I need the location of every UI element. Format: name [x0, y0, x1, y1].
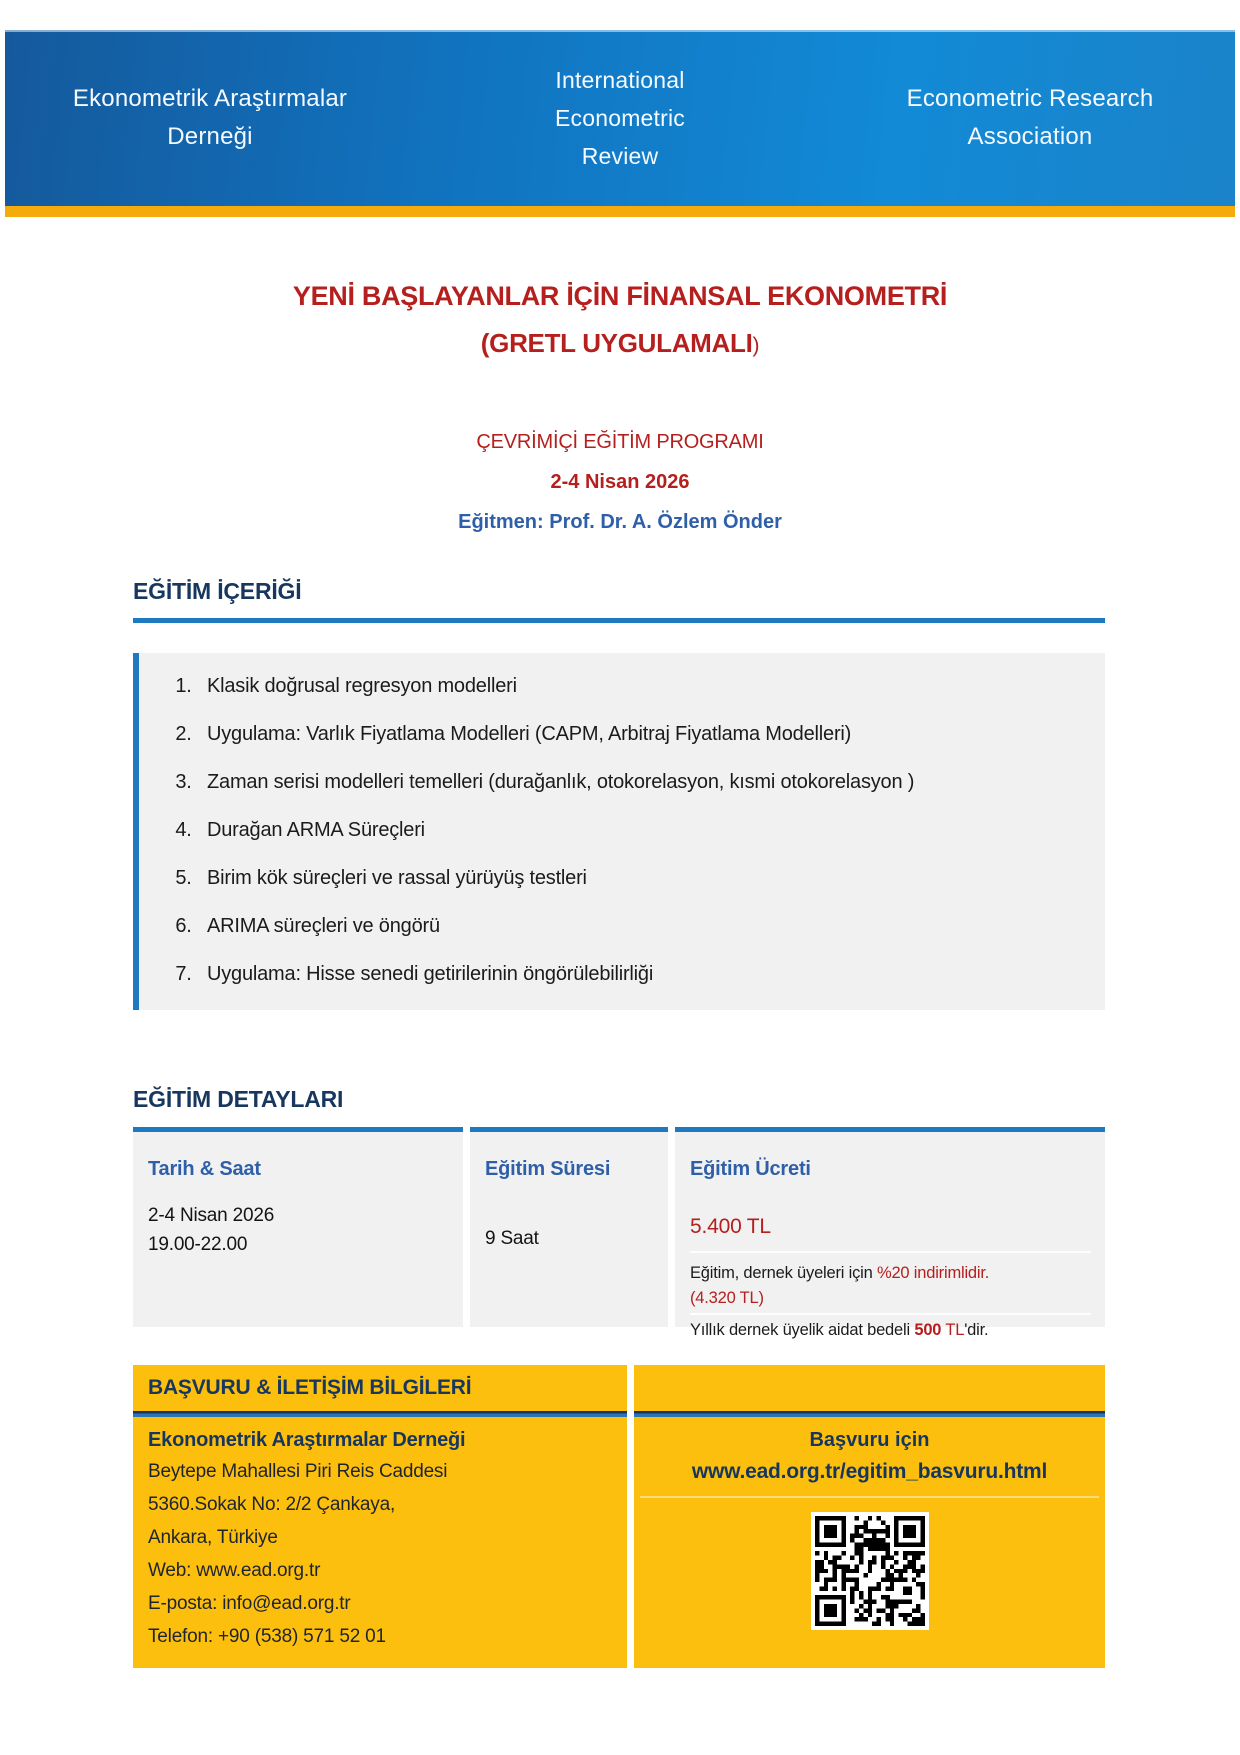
- application-panel: [634, 1417, 1105, 1668]
- col-header-duration: Eğitim Süresi: [485, 1158, 611, 1180]
- contact-address-line1: Beytepe Mahallesi Piri Reis Caddesi: [148, 1461, 448, 1482]
- col-header-date: Tarih & Saat: [148, 1158, 261, 1180]
- instructor-line: Eğitmen: Prof. Dr. A. Özlem Önder: [458, 511, 782, 533]
- qr-code-frame: [811, 1512, 929, 1630]
- list-item: 5. Birim kök süreçleri ve rassal yürüyüş testleri: [197, 867, 1089, 890]
- course-subtitle-main: (GRETL UYGULAMALI: [480, 328, 753, 358]
- price-notes: [690, 1251, 1091, 1343]
- course-subtitle: [0, 328, 1240, 359]
- org-center-line2: Econometric: [554, 105, 686, 131]
- list-item: 3. Zaman serisi modelleri temelleri (durağanlık, otokorelasyon, kısmi otokorelasyon ): [197, 771, 1089, 794]
- list-item: 1. Klasik doğrusal regresyon modelleri: [197, 675, 1089, 698]
- list-item: 7. Uygulama: Hisse senedi getirilerinin öngörülebilirliği: [197, 963, 1089, 986]
- intro-section: [0, 281, 1240, 534]
- apply-divider: [640, 1496, 1099, 1498]
- date-value: [148, 1201, 449, 1259]
- contact-email-link[interactable]: E-posta: info@ead.org.tr: [148, 1593, 351, 1614]
- contact-section: [133, 1365, 1105, 1668]
- list-item: 6. ARIMA süreçleri ve öngörü: [197, 915, 1089, 938]
- membership-fee-note: [690, 1313, 1091, 1343]
- contact-info: [133, 1417, 627, 1668]
- org-center-line1: International: [555, 67, 685, 93]
- date-value-line2: 19.00-22.00: [148, 1234, 248, 1255]
- discounted-price: (4.320 TL): [690, 1289, 764, 1307]
- topics-rule: [133, 618, 1105, 623]
- details-col-date: [133, 1127, 463, 1327]
- membership-note-black: Yıllık dernek üyelik aidat bedeli: [690, 1321, 915, 1339]
- details-col-duration: [470, 1127, 668, 1327]
- contact-address-line3: Ankara, Türkiye: [148, 1527, 278, 1548]
- contact-web-link[interactable]: Web: www.ead.org.tr: [148, 1560, 321, 1581]
- qr-code: [815, 1516, 925, 1626]
- list-item: 4. Durağan ARMA Süreçleri: [197, 819, 1089, 842]
- content-column: [133, 578, 1105, 1668]
- program-type: ÇEVRİMİÇİ EĞİTİM PROGRAMI: [476, 431, 764, 453]
- details-col-price: [675, 1127, 1105, 1339]
- org-right: [825, 30, 1235, 206]
- col-header-price: Eğitim Ücreti: [690, 1158, 811, 1180]
- org-right-line2: Association: [967, 123, 1093, 150]
- details-heading: EĞİTİM DETAYLARI: [133, 1086, 344, 1112]
- header-band: [5, 30, 1235, 206]
- program-dates: 2-4 Nisan 2026: [550, 471, 690, 493]
- course-title: YENİ BAŞLAYANLAR İÇİN FİNANSAL EKONOMETRİ: [292, 281, 948, 311]
- org-left-line1: Ekonometrik Araştırmalar: [72, 85, 348, 112]
- details-table: [133, 1127, 1105, 1339]
- contact-org-name: Ekonometrik Araştırmalar Derneği: [148, 1429, 466, 1451]
- org-left: [5, 30, 415, 206]
- org-center-line3: Review: [581, 143, 659, 169]
- contact-heading: BAŞVURU & İLETİŞİM BİLGİLERİ: [148, 1376, 472, 1399]
- topics-box: [133, 653, 1105, 1010]
- price-value: 5.400 TL: [690, 1215, 771, 1238]
- contact-heading-cell-right: [634, 1365, 1105, 1411]
- header-gold-stripe: [5, 206, 1235, 217]
- topics-list: [153, 675, 1089, 986]
- org-center: [415, 30, 825, 206]
- apply-url-link[interactable]: www.ead.org.tr/egitim_basvuru.html: [691, 1460, 1048, 1483]
- list-item: 2. Uygulama: Varlık Fiyatlama Modelleri (CAPM, Arbitraj Fiyatlama Modelleri): [197, 723, 1089, 746]
- course-subtitle-paren: ): [752, 334, 760, 357]
- contact-phone: Telefon: +90 (538) 571 52 01: [148, 1626, 386, 1647]
- org-left-line2: Derneği: [167, 123, 253, 150]
- contact-address-line2: 5360.Sokak No: 2/2 Çankaya,: [148, 1494, 396, 1515]
- topics-heading: EĞİTİM İÇERİĞİ: [133, 578, 302, 604]
- membership-note-tail: 'dir.: [964, 1321, 989, 1339]
- contact-heading-cell: [133, 1365, 627, 1411]
- date-value-line1: 2-4 Nisan 2026: [148, 1205, 275, 1226]
- discount-note: [690, 1261, 1091, 1286]
- discount-note-red: %20 indirimlidir.: [876, 1264, 990, 1282]
- duration-value: 9 Saat: [485, 1228, 539, 1249]
- discount-note-black: Eğitim, dernek üyeleri için: [690, 1264, 877, 1282]
- membership-fee-currency: TL: [941, 1321, 965, 1339]
- membership-fee-amount: 500: [914, 1321, 942, 1339]
- apply-label: Başvuru için: [809, 1429, 930, 1451]
- org-right-line1: Econometric Research: [906, 85, 1154, 112]
